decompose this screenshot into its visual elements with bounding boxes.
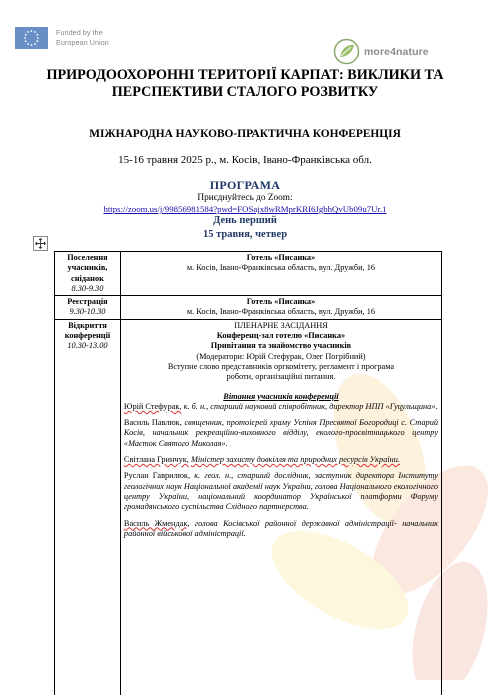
- table-row: [55, 252, 442, 296]
- speaker-item: [124, 519, 438, 540]
- plenary-hall: Конференц-зал готелю «Писанка»: [216, 331, 346, 341]
- row-time-cell: [55, 319, 121, 695]
- speaker-name: Юрій Стефурак,: [123, 401, 182, 411]
- speaker-name: Світлана Гринчук,: [123, 455, 189, 465]
- more4nature-leaf-icon: [333, 38, 360, 65]
- speaker-item: [124, 418, 438, 449]
- speaker-item: [124, 471, 438, 512]
- eu-text-line2: European Union: [56, 38, 109, 47]
- speaker-role: к. б. н., старший науковий співробітник, директор НПП «Гуцульщина».: [183, 401, 438, 411]
- conference-dates: 15-16 травня 2025 р., м. Косів, Івано-Франківська обл.: [118, 154, 372, 166]
- row-venue: Готель «Писанка»: [246, 253, 316, 262]
- table-move-handle-icon[interactable]: [33, 236, 48, 251]
- row-venue: Готель «Писанка»: [246, 297, 316, 307]
- row-title: Відкриття конференції: [64, 320, 111, 341]
- row-content-cell: [120, 252, 441, 296]
- row-address: м. Косів, Івано-Франківська область, вул. Дружби, 16: [186, 307, 375, 317]
- speaker-item: [124, 455, 438, 465]
- row-address: м. Косів, Івано-Франківська область, вул. Дружби, 16: [186, 263, 375, 273]
- day-date: 15 травня, четвер: [202, 229, 288, 240]
- speaker-role: священник, протоієрей храму Успіня Пресвятої Богородиці с. Старий Косів, начальник рекреаційно-виховного відділу, еколого-просвітницького центру «Маєток Святого Миколая».: [123, 418, 438, 448]
- plenary-moderators: (Модератори: Юрій Стефурак, Олег Погрібний): [196, 351, 366, 361]
- eu-text-line1: Funded by the: [56, 28, 103, 37]
- row-time-cell: [55, 296, 121, 320]
- speaker-item: [124, 402, 438, 412]
- plenary-greeting: Привітання та знайомство учасників: [210, 341, 352, 351]
- zoom-link[interactable]: https://zoom.us/j/99856981584?pwd=FOSajx8wRMprKRI6JgbhQvUb09u7Ur.1: [103, 204, 387, 214]
- program-table: [54, 251, 442, 695]
- speaker-role: к. геол. н., старший дослідник, заступник директора Інституту геологічних наук Національної академії наук України, голова Національного екологічного центру України, національний координатор Української платформи Форуму громадянського суспільства Східного партнерства.: [123, 471, 438, 512]
- conference-subtitle: МІЖНАРОДНА НАУКОВО-ПРАКТИЧНА КОНФЕРЕНЦІЯ: [89, 128, 401, 140]
- speaker-name: Василь Жмендак,: [123, 518, 190, 528]
- table-row: [55, 319, 442, 695]
- more4nature-logo: [333, 38, 429, 65]
- welcomes-heading: Вітання учасників конференції: [223, 391, 339, 401]
- row-content-cell: [120, 296, 441, 320]
- more4nature-wordmark: more4nature: [364, 45, 429, 58]
- eu-funding-logo: [15, 27, 109, 49]
- row-time: 9.30-10.30: [69, 307, 106, 317]
- zoom-join-text: Приєднуйтесь до Zoom:: [197, 193, 293, 203]
- row-time-cell: [55, 252, 121, 296]
- table-row: [55, 296, 442, 320]
- row-title: Поселення учасників, сніданок: [67, 253, 108, 283]
- day-label: День перший: [213, 215, 277, 226]
- speaker-name: Руслан Гаврилюк,: [123, 471, 191, 481]
- opening-content-cell: [120, 319, 441, 695]
- plenary-heading: ПЛЕНАРНЕ ЗАСІДАННЯ: [234, 320, 328, 330]
- eu-flag-icon: [15, 27, 48, 49]
- conference-title: ПРИРОДООХОРОННІ ТЕРИТОРІЇ КАРПАТ: ВИКЛИКИ ТА ПЕРСПЕКТИВИ СТАЛОГО РОЗВИТКУ: [46, 67, 444, 100]
- speaker-role: голова Косівської районної державної адміністрації- начальник районної військової адміністрації.: [123, 518, 438, 538]
- speaker-name: Василь Павлюк,: [123, 418, 182, 428]
- plenary-intro: Вступне слово представників оргкомітету, регламент і програма роботи, організаційні питання.: [167, 361, 395, 382]
- speaker-role: Міністер захисту довкілля та природних ресурсів України.: [190, 455, 400, 465]
- row-time: 8.30-9.30: [71, 283, 104, 293]
- program-heading: ПРОГРАМА: [209, 178, 281, 192]
- row-title: Реєстрація: [67, 297, 108, 307]
- row-time: 10.30-13.00: [67, 341, 108, 351]
